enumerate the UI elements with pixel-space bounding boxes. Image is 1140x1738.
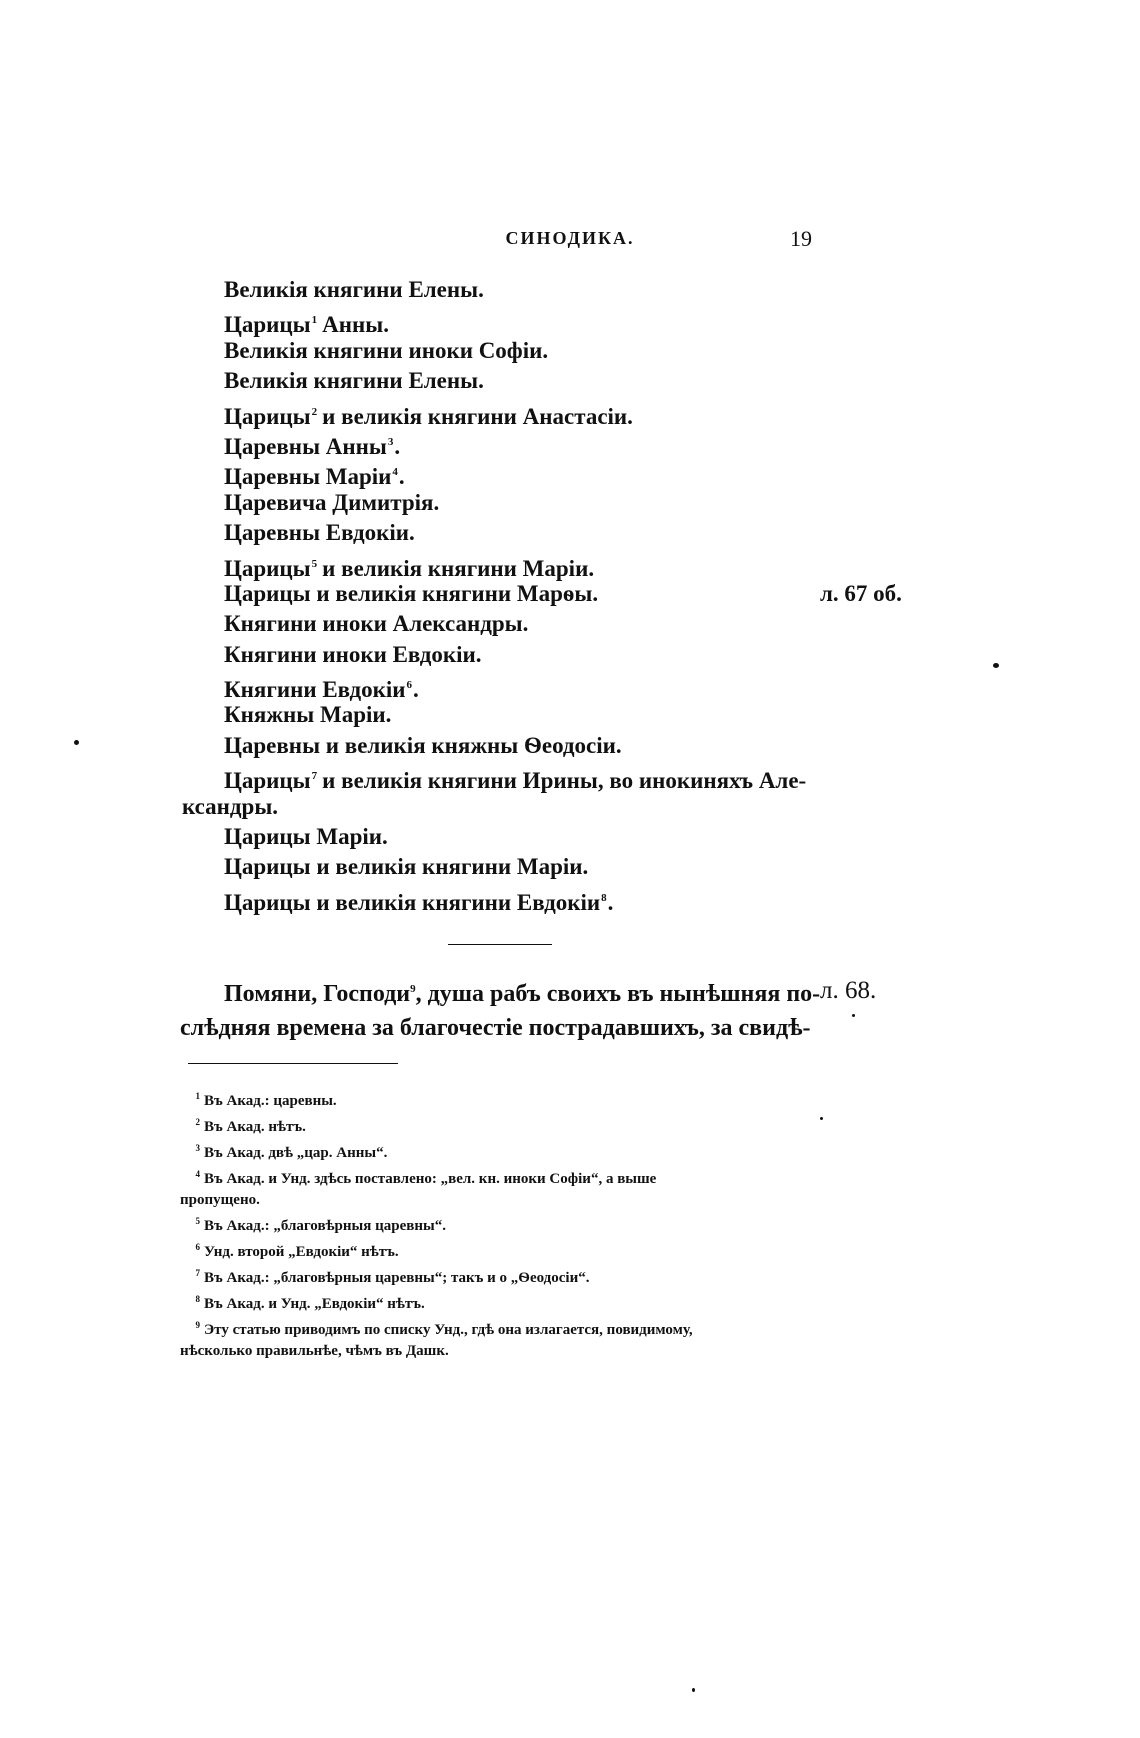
body-line: Помяни, Господи$^9$, душа рабъ своихъ въ нынѣшняя по- [224, 981, 821, 1007]
footnote: 6 Унд. второй „Евдокіи“ нѣтъ. [180, 1237, 830, 1263]
footnote-continuation: пропущено. [180, 1192, 260, 1208]
commemoration-entry: Царевича Димитрія. [224, 489, 440, 515]
commemoration-entry: Царевны и великія княжны Ѳеодосіи. [224, 732, 622, 758]
body-line: слѣдняя времена за благочестіе пострадавшихъ, за свидѣ- [180, 1015, 811, 1041]
commemoration-entry: Царицы$^5$ и великія княгини Маріи. [224, 555, 595, 581]
footnote-mark: 7 [195, 1268, 200, 1278]
footnote-ref: 6 [406, 679, 413, 692]
footnote-mark: 6 [195, 1242, 200, 1252]
footnote-mark: 5 [195, 1216, 200, 1226]
section-divider [448, 944, 552, 945]
footnote-ref: 4 [392, 466, 398, 479]
commemoration-entry: Царицы и великія княгини Марѳы. [224, 580, 599, 606]
footnote: 4 Въ Акад. и Унд. здѣсь поставлено: „вел. кн. иноки Софіи“, а выше [180, 1164, 830, 1190]
footnote-ref: 3 [387, 435, 394, 448]
commemoration-entry: ксандры. [182, 793, 279, 819]
page-number: 19 [790, 226, 812, 251]
commemoration-entry: Княгини Евдокіи$^6$. [224, 677, 419, 703]
print-speck [993, 663, 999, 668]
footnote-ref: 5 [311, 557, 318, 570]
commemoration-entry: Царицы Маріи. [224, 824, 388, 850]
commemoration-entry: Великія княгини Елены. [224, 277, 484, 302]
commemoration-entry: Царевны Евдокіи. [224, 520, 415, 546]
print-speck [852, 1014, 855, 1017]
footnote-mark: 2 [195, 1117, 200, 1127]
print-speck [692, 1688, 695, 1692]
footnote: 8 Въ Акад. и Унд. „Евдокіи“ нѣтъ. [180, 1289, 830, 1315]
footnote-mark: 4 [195, 1169, 200, 1179]
margin-folio-note: л. 68. [820, 977, 877, 1004]
footnotes-list [180, 1086, 830, 1362]
footnote: 5 Въ Акад.: „благовѣрныя царевны“. [180, 1211, 830, 1237]
footnote: 1 Въ Акад.: царевны. [180, 1086, 830, 1112]
commemoration-list [182, 275, 824, 915]
margin-folio-note: л. 67 об. [820, 581, 902, 606]
footnote-mark: 9 [195, 1320, 200, 1330]
footnote: 2 Въ Акад. нѣтъ. [180, 1112, 830, 1138]
footnote: 9 Эту статью приводимъ по списку Унд., гдѣ она излагается, повидимому, [180, 1315, 830, 1341]
footnote: 7 Въ Акад.: „благовѣрныя царевны“; такъ и о „Ѳеодосіи“. [180, 1263, 830, 1289]
commemoration-entry: Царевны Анны$^3$. [224, 433, 401, 459]
commemoration-entry: Царицы$^7$ и великія княгини Ирины, во инокиняхъ Але- [224, 768, 807, 794]
footnote-rule [188, 1063, 398, 1064]
commemoration-entry: Царевны Маріи$^4$. [224, 464, 405, 490]
commemoration-entry: Княжны Маріи. [224, 702, 392, 728]
footnote-ref: 8 [601, 891, 607, 904]
commemoration-entry: Царицы и великія княгини Евдокіи$^8$. [224, 889, 614, 915]
commemoration-entry: Княгини иноки Евдокіи. [224, 641, 482, 667]
commemoration-entry: Великія княгини Елены. [224, 368, 484, 394]
footnote-mark: 8 [195, 1294, 200, 1304]
footnote-ref: 9 [410, 983, 416, 995]
footnote-continuation: нѣсколько правильнѣе, чѣмъ въ Дашк. [180, 1343, 449, 1359]
footnote-mark: 3 [195, 1143, 200, 1153]
commemoration-entry: Княгини иноки Александры. [224, 611, 529, 637]
running-header-title: СИНОДИКА. [505, 228, 635, 248]
commemoration-entry: Царицы и великія княгини Маріи. [224, 854, 589, 880]
commemoration-entry: Царицы$^2$ и великія княгини Анастасіи. [224, 403, 633, 429]
footnote: 3 Въ Акад. двѣ „цар. Анны“. [180, 1138, 830, 1164]
commemoration-entry: Великія княгини иноки Софіи. [224, 337, 549, 363]
footnote-ref: 2 [311, 405, 318, 418]
footnote-ref: 1 [311, 314, 318, 327]
print-speck [74, 740, 79, 745]
print-speck [820, 1117, 823, 1120]
body-paragraph [180, 972, 820, 1045]
footnote-ref: 7 [311, 770, 318, 783]
footnote-mark: 1 [195, 1091, 200, 1101]
commemoration-entry: Царицы$^1$ Анны. [224, 312, 389, 338]
